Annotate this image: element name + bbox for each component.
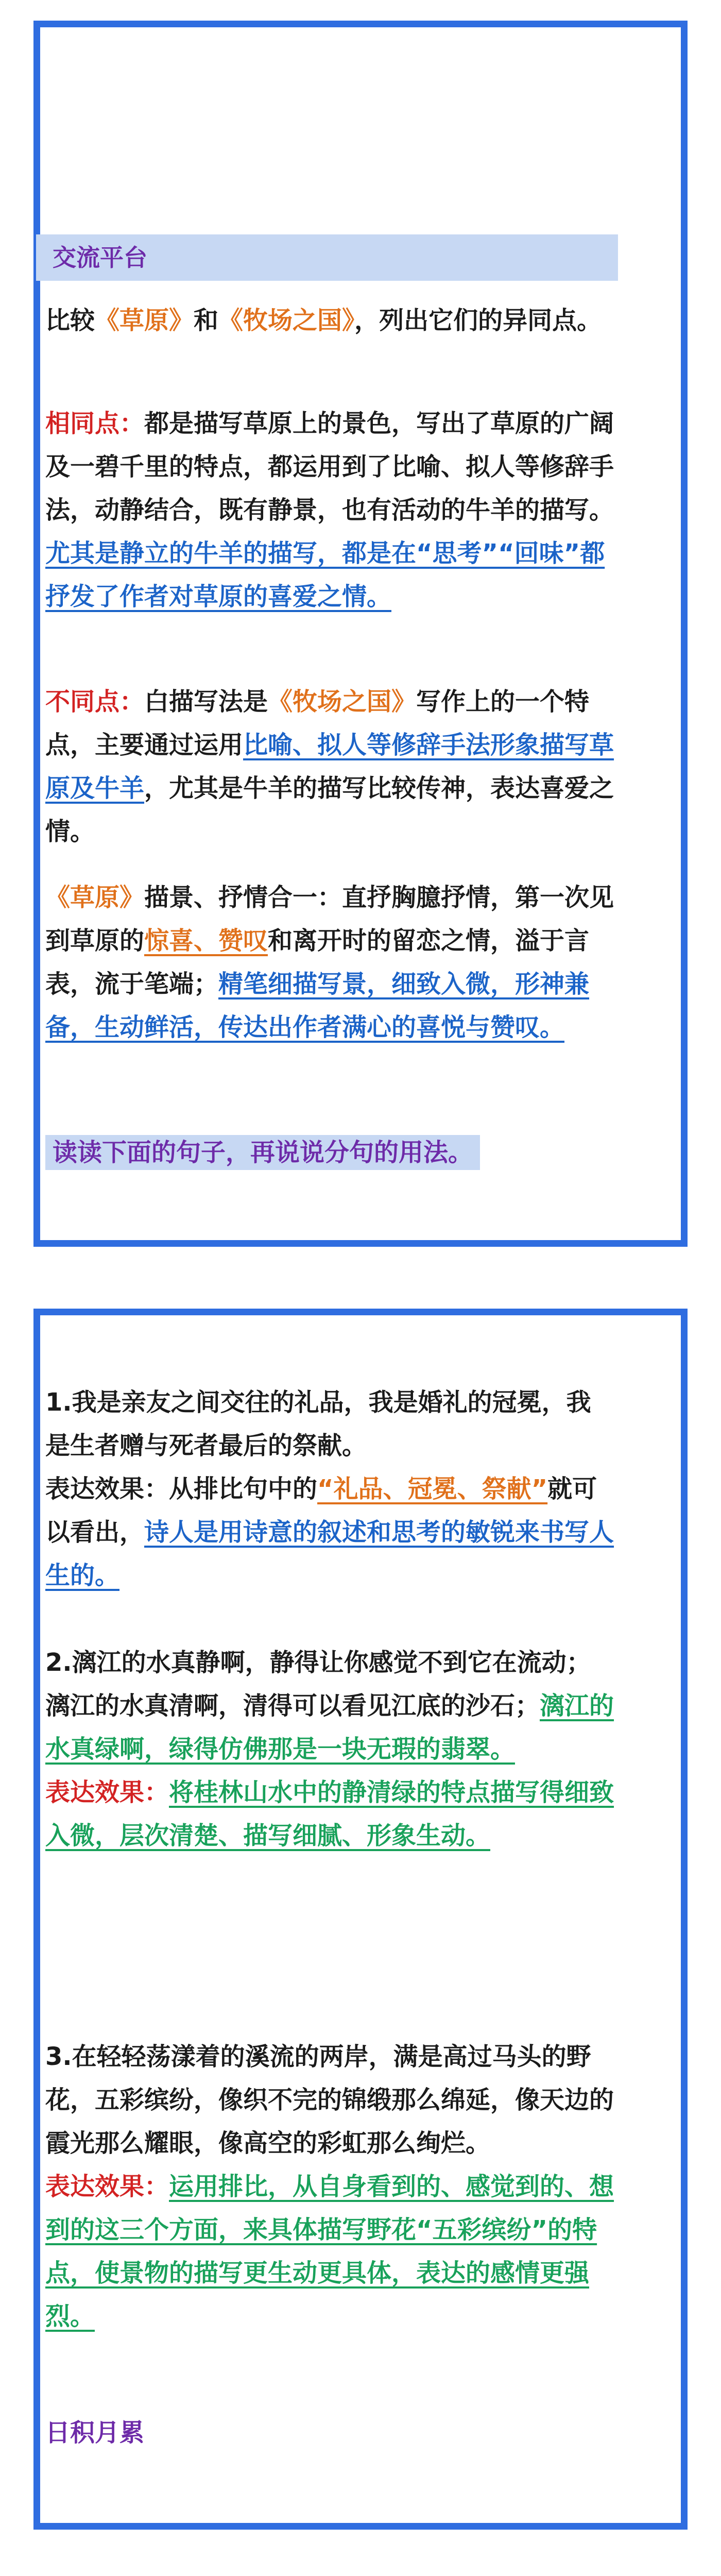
sentence-2-effect-label: 表达效果： [45,1778,169,1807]
sentence-3-effect-label: 表达效果： [45,2172,169,2201]
sentence-2-text: 2.漓江的水真静啊，静得让你感觉不到它在流动；漓江的水真清啊，清得可以看见江底的沙石； [45,1648,591,1720]
differences-text-e: ，尤其是牛羊的描写比较传神，表达喜爱之情。 [45,774,614,846]
daily-accumulation-text: 日积月累 [45,2418,145,2447]
similarities-paragraph [45,402,614,618]
differences-text-c: 写作上的一个特点，主要通过运用 [45,687,590,759]
sentence-1 [45,1381,614,1597]
sentence-1-effect-b: “礼品、冠冕、祭献” [317,1475,548,1503]
sentence-1-effect-label: 表达效果： [45,1475,169,1503]
sentence-2-effect: 将桂林山水中的静清绿的特点描写得细致入微，层次清楚、描写细腻、形象生动。 [45,1778,614,1850]
text-pasture: 《牧场之国》 [218,306,355,335]
text-compare: 比较 [45,306,95,335]
text-list: ，列出它们的异同点。 [354,306,602,335]
sentence-1-effect-a: 从排比句中的 [169,1475,318,1503]
sentence-1-text: 1.我是亲友之间交往的礼品，我是婚礼的冠冕，我是生者赠与死者最后的祭献。 [45,1388,591,1460]
differences-paragraph [45,680,614,853]
read-instruction-text: 读读下面的句子，再说说分句的用法。 [45,1135,480,1170]
differences-underline: 比喻、拟人等修辞手法形象描写草原及牛羊 [45,731,614,803]
sentence-3-text: 3.在轻轻荡漾着的溪流的两岸，满是高过马头的野花，五彩缤纷，像织不完的锦缎那么绵延，像天边的霞光那么耀眼，像高空的彩虹那么绚烂。 [45,2042,614,2158]
text-and: 和 [194,306,219,335]
sentence-1-effect-d: 诗人是用诗意的叙述和思考的敏锐来书写人生的。 [45,1518,614,1590]
sentence-2 [45,1641,614,1857]
grassland-text-b: 描景、抒情合一：直抒胸臆抒情，第一次见到草原的 [45,883,614,955]
grassland-title: 《草原》 [45,883,145,912]
card-exchange-platform [33,21,688,1247]
sentence-3-effect: 运用排比，从自身看到的、感觉到的、想到的这三个方面，来具体描写野花“五彩缤纷”的特点，使景物的描写更生动更具体，表达的感情更强烈。 [45,2172,614,2331]
sentence-1-effect-c: 就可以看出， [45,1475,597,1547]
similarities-text: 都是描写草原上的景色，写出了草原的广阔及一碧千里的特点，都运用到了比喻、拟人等修辞手法，动静结合，既有静景，也有活动的牛羊的描写。 [45,409,614,524]
differences-pasture: 《牧场之国》 [268,687,417,716]
grassland-underline: 精笔细描写景，细致入微，形神兼备，生动鲜活，传达出作者满心的喜悦与赞叹。 [45,970,590,1042]
sentence-3 [45,2035,614,2338]
differences-label: 不同点： [45,687,145,716]
grassland-paragraph [45,876,614,1049]
similarities-label: 相同点： [45,409,145,438]
section-label-exchange: 交流平台 [36,234,618,281]
differences-text-a: 白描写法是 [144,687,268,716]
grassland-surprise: 惊喜、赞叹 [144,926,268,955]
read-instruction [45,1131,614,1174]
text-grassland: 《草原》 [95,306,194,335]
sentence-2-underline: 漓江的水真绿啊，绿得仿佛那是一块无瑕的翡翠。 [45,1691,614,1764]
grassland-text-d: 和离开时的留恋之情，溢于言表，流于笔端； [45,926,590,998]
similarities-underline: 尤其是静立的牛羊的描写，都是在“思考”“回味”都抒发了作者对草原的喜爱之情。 [45,539,605,611]
daily-accumulation [45,2411,614,2454]
compare-paragraph [45,299,614,342]
